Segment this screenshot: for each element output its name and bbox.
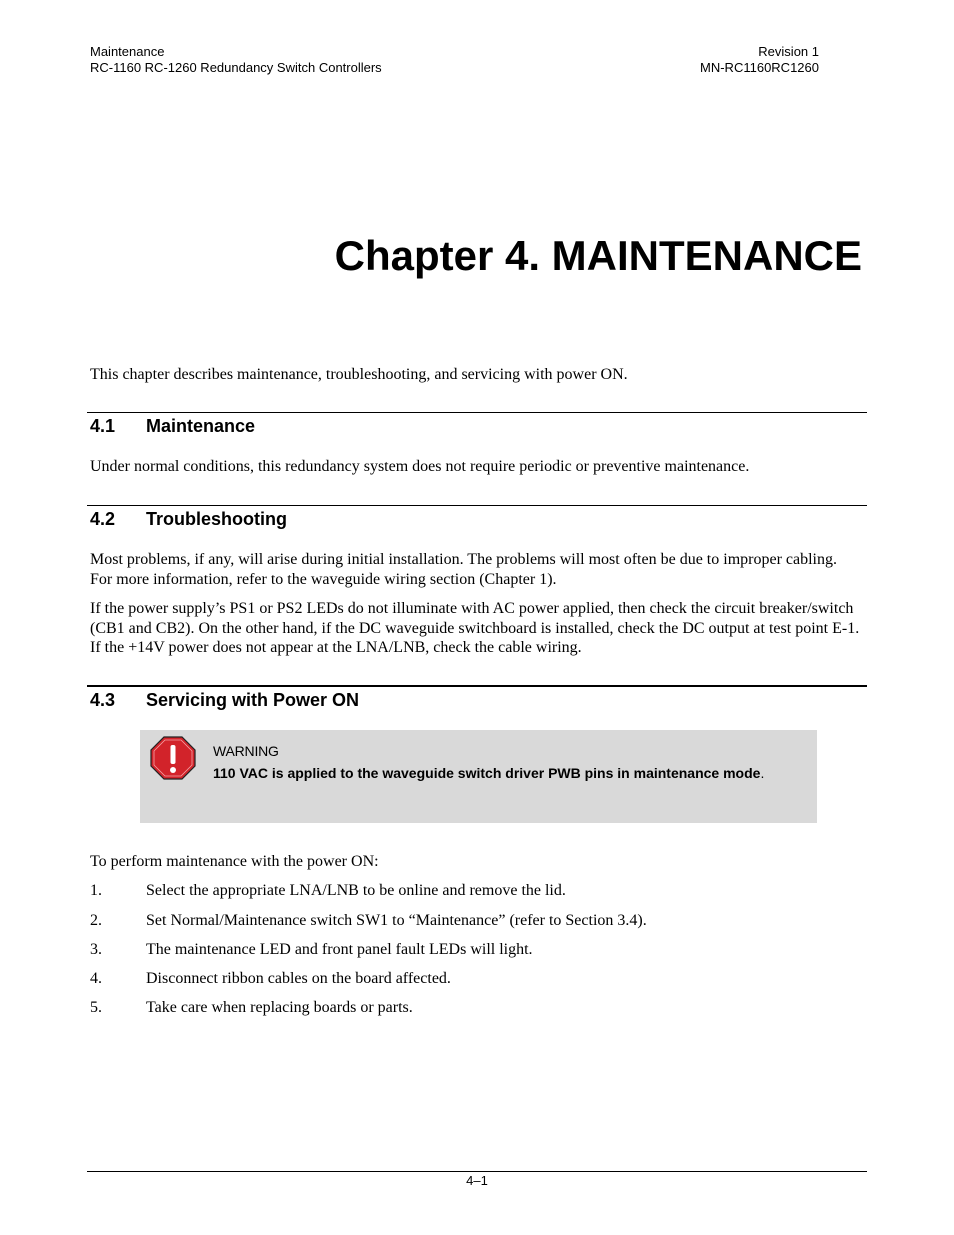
paragraph: Most problems, if any, will arise during initial installation. The problems will most often be due to improper cabling. For more information, refer to the waveguide wiring section (Chapter 1). xyxy=(90,551,837,588)
section-heading-servicing xyxy=(90,689,359,711)
list-item-text: Take care when replacing boards or parts. xyxy=(146,999,413,1016)
footer-rule xyxy=(87,1171,867,1172)
list-item-text: Select the appropriate LNA/LNB to be online and remove the lid. xyxy=(146,882,566,899)
list-item-text: Set Normal/Maintenance switch SW1 to “Maintenance” (refer to Section 3.4). xyxy=(146,912,647,929)
warning-label: WARNING xyxy=(213,743,279,759)
list-item-number: 1. xyxy=(90,882,102,899)
list-item xyxy=(90,881,566,900)
section-heading-troubleshooting xyxy=(90,508,287,530)
section-rule xyxy=(87,505,867,506)
warning-trailing: . xyxy=(760,765,765,781)
section-number: 4.2 xyxy=(90,509,116,529)
page-number: 4–1 xyxy=(466,1173,488,1188)
list-item-number: 5. xyxy=(90,999,102,1016)
warning-message: 110 VAC is applied to the waveguide switch driver PWB pins in maintenance mode xyxy=(213,765,761,781)
page-header-right xyxy=(700,44,819,76)
list-item xyxy=(90,940,533,959)
header-document-number: MN-RC1160RC1260 xyxy=(700,60,819,75)
list-item-number: 3. xyxy=(90,941,102,958)
procedure-intro: To perform maintenance with the power ON: xyxy=(90,853,379,870)
warning-text xyxy=(213,740,803,784)
list-item-text: Disconnect ribbon cables on the board affected. xyxy=(146,970,451,987)
chapter-intro: This chapter describes maintenance, troubleshooting, and servicing with power ON. xyxy=(90,366,628,383)
header-revision: Revision 1 xyxy=(758,44,819,59)
list-item xyxy=(90,998,413,1017)
paragraph: If the power supply’s PS1 or PS2 LEDs do not illuminate with AC power applied, then check the circuit breaker/switch (CB1 and CB2). On the other hand, if the DC waveguide switchboard is installed, check the DC output at test point E-1. If the +14V power does not appear at the LNA/LNB, check the cable wiring. xyxy=(90,600,860,656)
section-title: Troubleshooting xyxy=(146,509,287,529)
list-item-number: 2. xyxy=(90,912,102,929)
warning-icon xyxy=(150,736,196,780)
list-item-text: The maintenance LED and front panel fault LEDs will light. xyxy=(146,941,533,958)
chapter-title: Chapter 4. MAINTENANCE xyxy=(334,232,862,279)
page-header-left xyxy=(90,44,382,76)
section-number: 4.3 xyxy=(90,690,116,710)
paragraph: Under normal conditions, this redundancy system does not require periodic or preventive maintenance. xyxy=(90,458,750,475)
section-rule xyxy=(87,685,867,687)
list-item-number: 4. xyxy=(90,970,102,987)
header-section-name: Maintenance xyxy=(90,44,165,59)
section-heading-maintenance xyxy=(90,415,255,437)
list-item xyxy=(90,969,451,988)
header-document-title: RC-1160 RC-1260 Redundancy Switch Controllers xyxy=(90,60,382,75)
section-rule xyxy=(87,412,867,413)
section-title: Servicing with Power ON xyxy=(146,690,360,710)
list-item xyxy=(90,911,647,930)
section-title: Maintenance xyxy=(146,416,256,436)
section-number: 4.1 xyxy=(90,416,116,436)
warning-callout xyxy=(140,730,817,823)
